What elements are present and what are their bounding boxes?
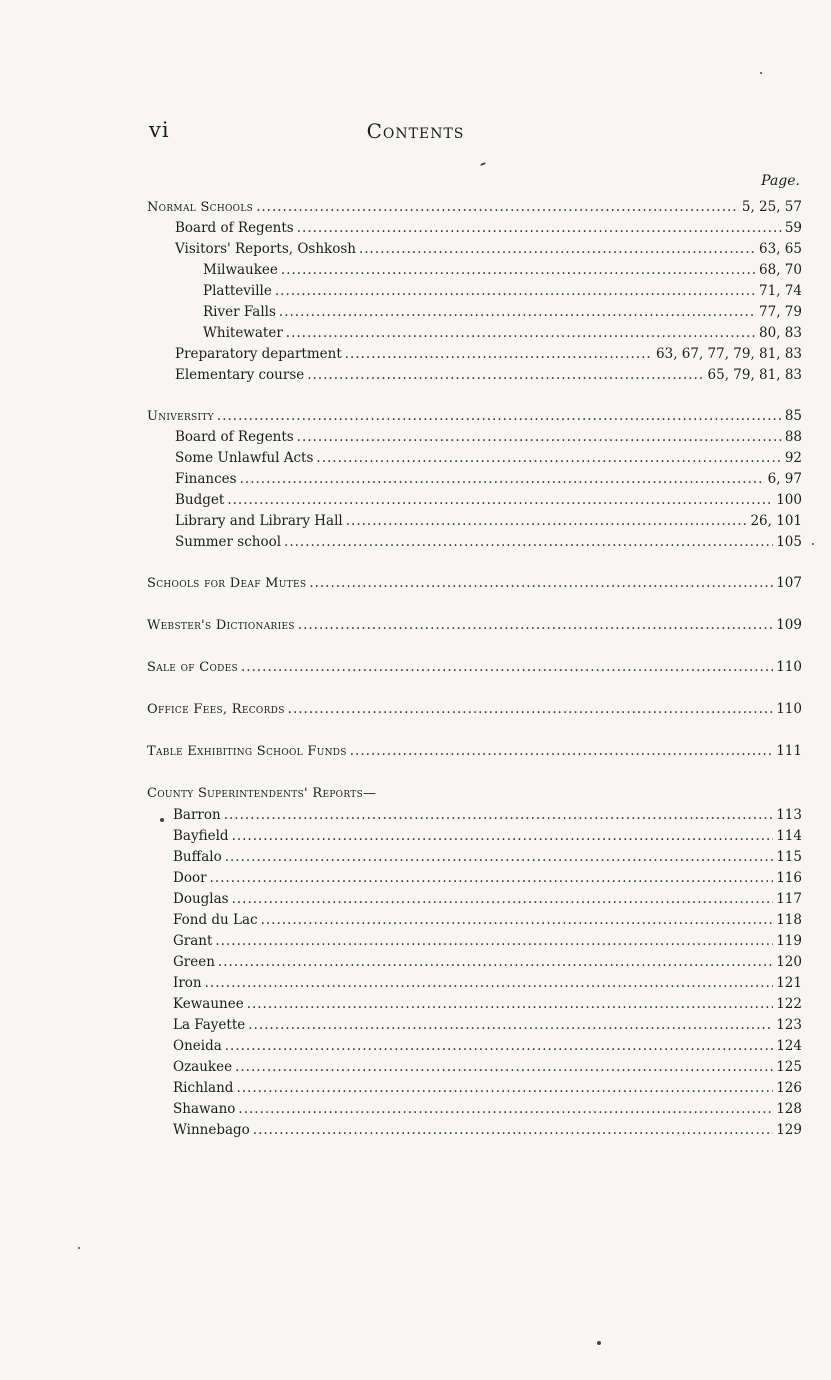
toc-entry-pages: 77, 79: [759, 304, 802, 320]
toc-entry-pages: 100: [776, 492, 802, 508]
toc-entry-label: River Falls: [203, 304, 276, 320]
toc-entry-pages: 5, 25, 57: [741, 199, 802, 215]
toc-entry-pages: 107: [776, 575, 802, 591]
toc-entry-label: Whitewater: [203, 325, 283, 341]
toc-entry: [147, 847, 802, 868]
toc-entry: [147, 573, 802, 594]
toc-entry-label: Summer school: [175, 534, 282, 550]
toc-entry-label: Table Exhibiting School Funds: [147, 744, 347, 759]
toc-entry-label: Door: [173, 870, 207, 886]
toc-entry: [147, 532, 802, 553]
spacer: [147, 720, 802, 741]
spacer: [147, 762, 802, 783]
toc-entry-pages: 71, 74: [759, 283, 802, 299]
toc-entry: [147, 302, 802, 323]
dot-leader: [281, 260, 756, 281]
dot-leader: [227, 490, 773, 511]
toc-entry-label: Finances: [175, 471, 237, 487]
toc-entry: [147, 1078, 802, 1099]
dot-leader: [346, 511, 748, 532]
toc-entry-label: Elementary course: [175, 367, 305, 383]
dot-leader: [297, 218, 782, 239]
toc-entry: [147, 973, 802, 994]
dot-leader: [256, 197, 739, 218]
toc-entry-pages: 128: [776, 1101, 802, 1117]
toc-entry-pages: 116: [776, 870, 802, 886]
toc-entry-label: Barron: [173, 807, 221, 823]
toc-entry-pages: 119: [776, 933, 802, 949]
toc-entry: [147, 511, 802, 532]
dot-leader: [309, 573, 773, 594]
toc-entry-pages: 120: [776, 954, 802, 970]
toc-entry-pages: 124: [776, 1038, 802, 1054]
toc-entry: [147, 344, 802, 365]
toc-entry-pages: 113: [776, 807, 802, 823]
toc-entry-pages: 115: [776, 849, 802, 865]
toc-entry-label: Sale of Codes: [147, 660, 239, 675]
toc-entry-label: Iron: [173, 975, 202, 991]
toc-entry-pages: 114: [776, 828, 802, 844]
page-column-label: Page.: [761, 173, 800, 189]
speck: [78, 1247, 80, 1249]
toc-entry-label: Oneida: [173, 1038, 222, 1054]
dot-leader: [240, 469, 765, 490]
toc-entry-pages: 26, 101: [750, 513, 802, 529]
toc-entry-label: Office Fees, Records: [147, 702, 285, 717]
dot-leader: [241, 657, 773, 678]
toc-entry: [147, 931, 802, 952]
dot-leader: [217, 406, 782, 427]
dot-leader: [279, 302, 756, 323]
toc-entry-pages: 105: [776, 534, 802, 550]
toc-entry-label: Visitors' Reports, Oshkosh: [175, 241, 356, 257]
table-of-contents: [147, 197, 802, 1141]
spacer: [147, 678, 802, 699]
county-list: [147, 805, 802, 1141]
dot-leader: [316, 448, 781, 469]
toc-entry-label: Schools for Deaf Mutes: [147, 576, 307, 591]
toc-entry: [147, 260, 802, 281]
toc-entry: [147, 365, 802, 386]
toc-entry-label: Preparatory department: [175, 346, 342, 362]
dot-leader: [210, 868, 774, 889]
speck: [760, 72, 762, 74]
toc-entry: [147, 805, 802, 826]
toc-entry-pages: 85: [784, 408, 802, 424]
dot-leader: [286, 323, 756, 344]
toc-entry-label: Some Unlawful Acts: [175, 450, 314, 466]
toc-entry: [147, 1099, 802, 1120]
toc-entry-pages: 118: [776, 912, 802, 928]
toc-entry-label: Kewaunee: [173, 996, 244, 1012]
dot-leader: [236, 1078, 773, 1099]
toc-entry: [147, 1015, 802, 1036]
dot-leader: [205, 973, 774, 994]
toc-entry-label: Webster's Dictionaries: [147, 618, 295, 633]
spacer: [147, 386, 802, 406]
speck: [160, 818, 164, 822]
toc-entry-label: Board of Regents: [175, 220, 294, 236]
dot-leader: [307, 365, 704, 386]
toc-entry-label: Fond du Lac: [173, 912, 258, 928]
toc-entry: [147, 323, 802, 344]
dot-leader: [225, 1036, 773, 1057]
dot-leader: [298, 615, 773, 636]
toc-entry-label: University: [147, 409, 214, 424]
toc-entry-label: Green: [173, 954, 215, 970]
toc-entry: [147, 994, 802, 1015]
toc-entry-pages: 92: [784, 450, 802, 466]
toc-entry: [147, 490, 802, 511]
dot-leader: [284, 532, 773, 553]
dot-leader: [247, 994, 774, 1015]
toc-entry-pages: 6, 97: [767, 471, 802, 487]
toc-entry: [147, 741, 802, 762]
toc-entry: [147, 1036, 802, 1057]
toc-entry-pages: 121: [776, 975, 802, 991]
dot-leader: [350, 741, 773, 762]
dot-leader: [288, 699, 774, 720]
toc-entry-pages: 88: [784, 429, 802, 445]
toc-entry: [147, 1120, 802, 1141]
dot-leader: [297, 427, 782, 448]
toc-entry: [147, 615, 802, 636]
dot-leader: [345, 344, 653, 365]
toc-entry-pages: 129: [776, 1122, 802, 1138]
spacer: [147, 636, 802, 657]
dot-leader: [253, 1120, 773, 1141]
dot-leader: [232, 826, 774, 847]
dot-leader: [261, 910, 774, 931]
toc-entry-label: Normal Schools: [147, 200, 254, 215]
toc-entry: [147, 448, 802, 469]
dot-leader: [238, 1099, 773, 1120]
toc-entry-pages: 63, 65: [759, 241, 802, 257]
toc-entry: [147, 469, 802, 490]
toc-entry-label: Richland: [173, 1080, 234, 1096]
county-reports-heading: County Superintendents' Reports—: [147, 786, 377, 801]
dot-leader: [232, 889, 774, 910]
page-title: Contents: [366, 119, 465, 143]
toc-entry-pages: 110: [776, 701, 802, 717]
toc-entry-label: Platteville: [203, 283, 272, 299]
toc-entry: [147, 427, 802, 448]
spacer: [147, 594, 802, 615]
toc-entry-label: Library and Library Hall: [175, 513, 343, 529]
toc-entry: [147, 952, 802, 973]
toc-entry-pages: 65, 79, 81, 83: [707, 367, 802, 383]
toc-entry-label: Ozaukee: [173, 1059, 233, 1075]
toc-entry-label: La Fayette: [173, 1017, 246, 1033]
toc-entry-pages: 59: [784, 220, 802, 236]
toc-entry-label: Board of Regents: [175, 429, 294, 445]
toc-entry-label: Milwaukee: [203, 262, 278, 278]
toc-entry-pages: 126: [776, 1080, 802, 1096]
toc-entry-pages: 80, 83: [759, 325, 802, 341]
dot-leader: [224, 805, 774, 826]
dot-leader: [215, 931, 773, 952]
toc-entry: [147, 239, 802, 260]
dot-leader: [248, 1015, 773, 1036]
toc-entry-pages: 123: [776, 1017, 802, 1033]
toc-entry: [147, 868, 802, 889]
toc-entry-pages: 109: [776, 617, 802, 633]
toc-entry-pages: 111: [776, 743, 802, 759]
toc-entry-pages: 63, 67, 77, 79, 81, 83: [656, 346, 802, 362]
toc-entry-label: Winnebago: [173, 1122, 250, 1138]
toc-entry-pages: 68, 70: [759, 262, 802, 278]
dot-leader: [275, 281, 756, 302]
toc-entry-pages: 125: [776, 1059, 802, 1075]
toc-entry-label: Douglas: [173, 891, 229, 907]
toc-entry-label: Grant: [173, 933, 213, 949]
speck: [812, 543, 814, 545]
toc-entry-pages: 122: [776, 996, 802, 1012]
toc-entry: [147, 1057, 802, 1078]
dot-leader: [218, 952, 773, 973]
toc-entry-pages: 117: [776, 891, 802, 907]
toc-entry-label: Shawano: [173, 1101, 236, 1117]
page-number: vi: [149, 118, 170, 142]
toc-entry: [147, 910, 802, 931]
toc-entry: [147, 826, 802, 847]
dot-leader: [235, 1057, 773, 1078]
toc-entry-pages: 110: [776, 659, 802, 675]
speck: [597, 1341, 601, 1345]
toc-entry: [147, 281, 802, 302]
toc-entry: [147, 218, 802, 239]
spacer: [147, 553, 802, 573]
toc-entry: [147, 406, 802, 427]
speck: [480, 162, 486, 166]
toc-entry: [147, 657, 802, 678]
toc-entry: [147, 889, 802, 910]
toc-entry-label: Budget: [175, 492, 225, 508]
dot-leader: [359, 239, 756, 260]
dot-leader: [225, 847, 774, 868]
toc-entry: [147, 699, 802, 720]
toc-entry: [147, 197, 802, 218]
toc-entry-label: Buffalo: [173, 849, 222, 865]
toc-entry-label: Bayfield: [173, 828, 229, 844]
